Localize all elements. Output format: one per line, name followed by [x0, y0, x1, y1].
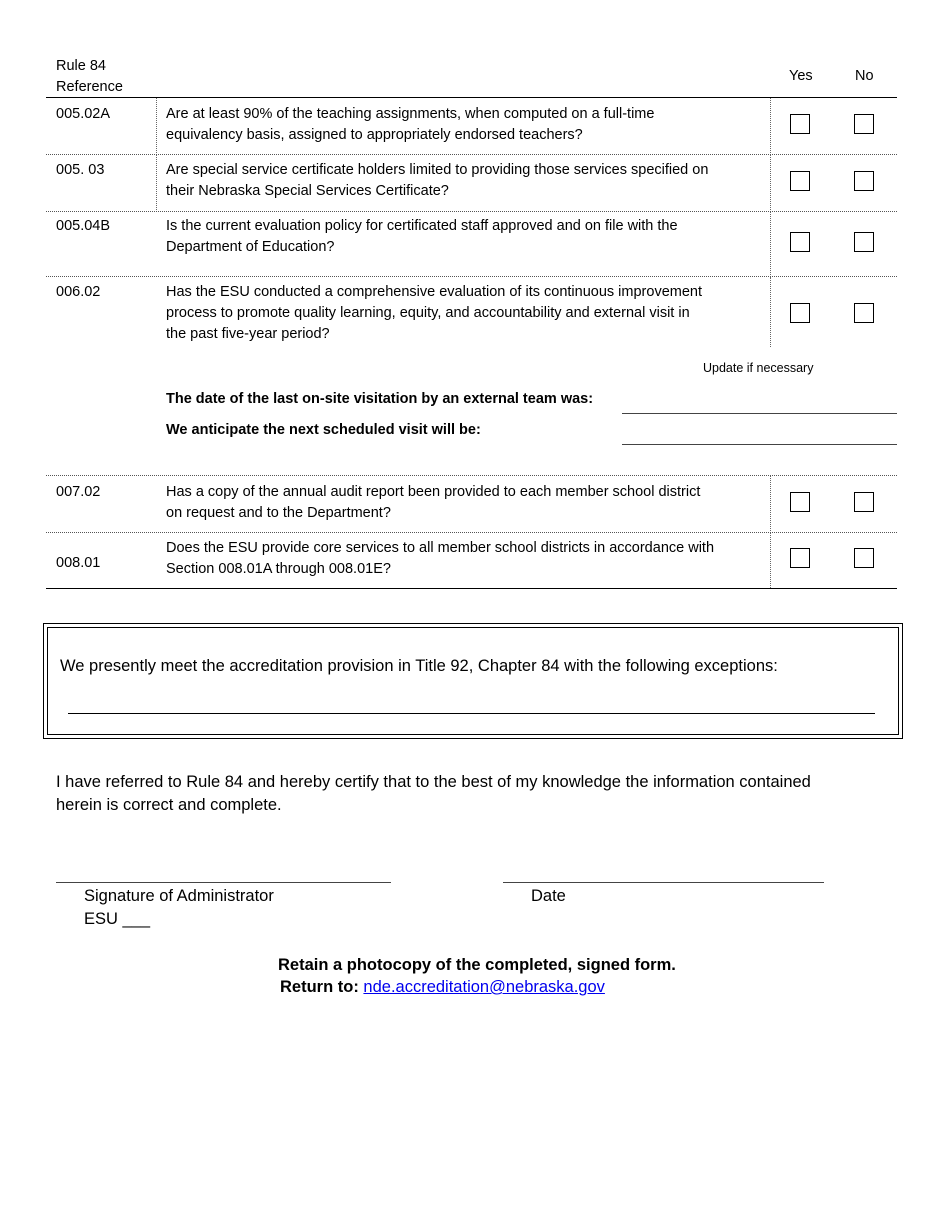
- col-divider: [156, 98, 157, 153]
- yes-checkbox[interactable]: [790, 492, 810, 512]
- no-checkbox[interactable]: [854, 171, 874, 191]
- row-ref: 006.02: [56, 284, 101, 300]
- return-label: Return to:: [280, 978, 359, 996]
- last-visit-label: The date of the last on-site visitation by an external team was:: [166, 391, 594, 407]
- row-divider: [46, 475, 897, 476]
- email-link[interactable]: nde.accreditation@nebraska.gov: [363, 978, 605, 996]
- yes-checkbox[interactable]: [790, 171, 810, 191]
- date-line[interactable]: [503, 882, 824, 883]
- row-question-line: Has a copy of the annual audit report been provided to each member school district: [166, 484, 701, 500]
- exceptions-box: [47, 627, 899, 735]
- yes-checkbox[interactable]: [790, 303, 810, 323]
- col-divider: [770, 98, 771, 153]
- col-divider: [770, 277, 771, 347]
- no-checkbox[interactable]: [854, 548, 874, 568]
- table-bottom-rule: [46, 588, 897, 589]
- exceptions-text: We presently meet the accreditation provision in Title 92, Chapter 84 with the following exceptions:: [60, 657, 778, 675]
- no-checkbox[interactable]: [854, 114, 874, 134]
- row-question-line: Has the ESU conducted a comprehensive evaluation of its continuous improvement: [166, 284, 702, 300]
- row-ref: 005.04B: [56, 218, 111, 234]
- row-question-line: their Nebraska Special Services Certificate?: [166, 183, 449, 199]
- row-question-line: the past five-year period?: [166, 326, 330, 342]
- no-checkbox[interactable]: [854, 232, 874, 252]
- signature-label: Signature of Administrator: [84, 887, 274, 905]
- yes-checkbox[interactable]: [790, 114, 810, 134]
- last-visit-date-field[interactable]: [622, 413, 897, 414]
- update-note: Update if necessary: [703, 361, 814, 375]
- certification-line: herein is correct and complete.: [56, 796, 282, 814]
- row-divider: [46, 154, 897, 155]
- header-ref-label-1: Rule 84: [56, 58, 106, 74]
- signature-line[interactable]: [56, 882, 391, 883]
- row-divider: [46, 211, 897, 212]
- row-question-line: Are at least 90% of the teaching assignments, when computed on a full-time: [166, 106, 655, 122]
- row-ref: 005. 03: [56, 162, 105, 178]
- row-ref: 007.02: [56, 484, 101, 500]
- row-divider: [46, 276, 897, 277]
- col-divider: [770, 212, 771, 275]
- row-question-line: Are special service certificate holders limited to providing those services specified on: [166, 162, 709, 178]
- yes-checkbox[interactable]: [790, 232, 810, 252]
- row-question-line: process to promote quality learning, equity, and accountability and external visit in: [166, 305, 690, 321]
- col-divider: [770, 476, 771, 531]
- header-ref-label-2: Reference: [56, 79, 123, 95]
- col-divider: [156, 155, 157, 210]
- row-divider: [46, 532, 897, 533]
- row-question-line: Section 008.01A through 008.01E?: [166, 561, 391, 577]
- row-ref: 005.02A: [56, 106, 111, 122]
- row-question-line: Is the current evaluation policy for certificated staff approved and on file with the: [166, 218, 678, 234]
- retain-note: Retain a photocopy of the completed, signed form.: [278, 956, 676, 974]
- no-checkbox[interactable]: [854, 492, 874, 512]
- header-yes: Yes: [789, 68, 813, 84]
- next-visit-label: We anticipate the next scheduled visit will be:: [166, 422, 481, 438]
- yes-checkbox[interactable]: [790, 548, 810, 568]
- next-visit-date-field[interactable]: [622, 444, 897, 445]
- row-question-line: Department of Education?: [166, 239, 335, 255]
- header-no: No: [855, 68, 874, 84]
- esu-label: ESU ___: [84, 910, 151, 928]
- row-question-line: on request and to the Department?: [166, 505, 391, 521]
- row-question-line: equivalency basis, assigned to appropriately endorsed teachers?: [166, 127, 583, 143]
- row-ref: 008.01: [56, 555, 101, 571]
- date-label: Date: [531, 887, 566, 905]
- row-question-line: Does the ESU provide core services to all member school districts in accordance with: [166, 540, 715, 556]
- exceptions-input-line[interactable]: [68, 713, 875, 714]
- no-checkbox[interactable]: [854, 303, 874, 323]
- certification-line: I have referred to Rule 84 and hereby certify that to the best of my knowledge the information contained: [56, 773, 811, 791]
